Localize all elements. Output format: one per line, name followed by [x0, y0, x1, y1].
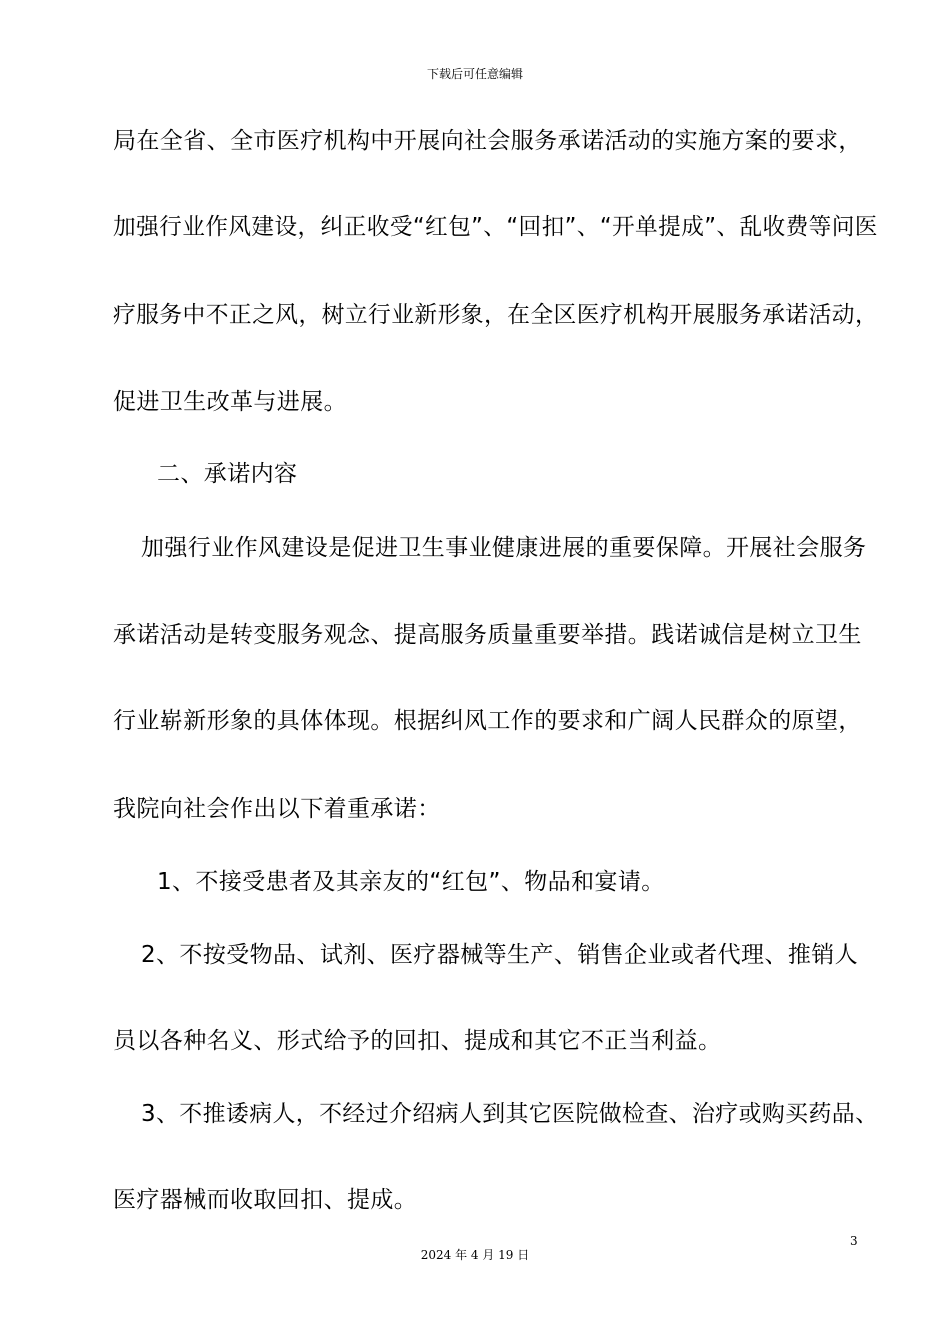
body-line: 我院向社会作出以下着重承诺：: [113, 796, 441, 822]
section-heading: 二、承诺内容: [157, 461, 298, 487]
body-line: 加强行业作风建设，纠正收受“红包”、“回扣”、“开单提成”、乱收费等问医: [113, 214, 878, 240]
body-line: 局在全省、全市医疗机构中开展向社会服务承诺活动的实施方案的要求，: [113, 128, 862, 154]
list-item: 1、不接受患者及其亲友的“红包”、物品和宴请。: [157, 869, 665, 895]
body-line: 承诺活动是转变服务观念、提高服务质量重要举措。践诺诚信是树立卫生: [113, 622, 862, 648]
body-line: 员以各种名义、形式给予的回扣、提成和其它不正当利益。: [113, 1028, 722, 1054]
footer-date: 2024 年 4 月 19 日: [420, 1248, 530, 1262]
page-header: 下载后可任意编辑: [426, 67, 523, 81]
body-line: 加强行业作风建设是促进卫生事业健康进展的重要保障。开展社会服务: [141, 535, 867, 561]
page-number: 3: [850, 1234, 858, 1248]
body-line: 疗服务中不正之风，树立行业新形象，在全区医疗机构开展服务承诺活动，: [113, 302, 879, 328]
list-item: 2、不按受物品、试剂、医疗器械等生产、销售企业或者代理、推销人: [141, 942, 859, 968]
body-line: 医疗器械而收取回扣、提成。: [113, 1187, 418, 1213]
body-line: 行业崭新形象的具体体现。根据纠风工作的要求和广阔人民群众的原望，: [113, 708, 862, 734]
body-line: 促进卫生改革与进展。: [113, 389, 347, 415]
list-item: 3、不推诿病人，不经过介绍病人到其它医院做检查、治疗或购买药品、: [141, 1101, 879, 1127]
